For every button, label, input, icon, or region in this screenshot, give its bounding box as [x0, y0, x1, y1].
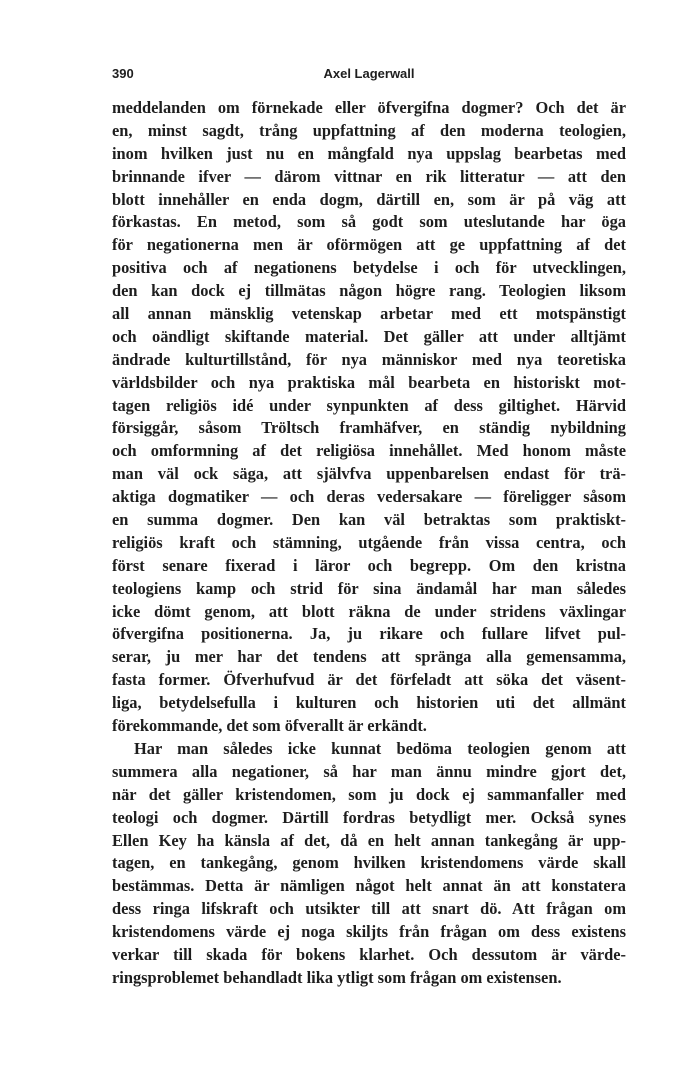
text-line: man väl ock säga, att självfva uppenbarelsen endast för trä- [112, 464, 626, 484]
text-line: när det gäller kristendomen, som ju dock ej sammanfaller med [112, 784, 626, 804]
text-line: serar, ju mer har det tendens att spränga alla gemensamma, [112, 647, 626, 667]
text-line: förekommande, det som öfverallt är erkändt. [112, 716, 427, 736]
text-line: tagen religiös idé under synpunkten af dess giltighet. Härvid [112, 395, 626, 415]
text-line: verkar till skada för bokens klarhet. Och dessutom är värde- [112, 944, 626, 964]
text-line: för negationerna men är oförmögen att ge uppfattning af det [112, 235, 626, 255]
text-line: tagen, en tankegång, genom hvilken kristendomens värde skall [112, 853, 626, 873]
running-head [112, 66, 626, 88]
text-line: aktiga dogmatiker — och deras vedersakare — föreligger såsom [112, 487, 626, 507]
text-line: ändrade kulturtillstånd, för nya människor med nya teoretiska [112, 349, 626, 369]
book-page [112, 66, 626, 990]
text-line: religiös kraft och stämning, utgående från vissa centra, och [112, 532, 626, 552]
text-line: teologi och dogmer. Därtill fordras betydligt mer. Också synes [112, 807, 626, 827]
text-line: ringsproblemet behandladt lika ytligt som frågan om existensen. [112, 967, 562, 987]
text-line: först senare fixerad i läror och begrepp. Om den kristna [112, 555, 626, 575]
text-line: all annan mänsklig vetenskap arbetar med ett motspänstigt [112, 304, 626, 324]
text-line: blott innehåller en enda dogm, därtill en, som är på väg att [112, 189, 626, 209]
text-line: teologiens kamp och strid för sina ändamål har man således [112, 578, 626, 598]
paragraph [112, 97, 626, 738]
text-line: världsbilder och nya praktiska mål bearbeta en historiskt mot- [112, 372, 626, 392]
text-line: liga, betydelsefulla i kulturen och historien uti det allmänt [112, 693, 626, 713]
text-line: meddelanden om förnekade eller öfvergifna dogmer? Och det är [112, 98, 626, 117]
text-line: en, minst sagdt, trång uppfattning af den moderna teologien, [112, 120, 626, 140]
text-line: Ellen Key ha känsla af det, då en helt annan tankegång är upp- [112, 830, 626, 850]
text-line: kristendomens värde ej noga skiljts från frågan om dess existens [112, 922, 626, 942]
text-line: öfvergifna positionerna. Ja, ju rikare och fullare lifvet pul- [112, 624, 626, 644]
text-line: positiva och af negationens betydelse i och för utvecklingen, [112, 258, 626, 278]
text-line: förkastas. En metod, som så godt som uteslutande har öga [112, 212, 626, 232]
text-line: bestämmas. Detta är nämligen något helt annat än att konstatera [112, 876, 626, 896]
text-line: Har man således icke kunnat bedöma teologien genom att [134, 738, 626, 758]
text-line: inom hvilken just nu en mångfald nya uppslag bearbetas med [112, 143, 626, 163]
text-line: fasta former. Öfverhufvud är det förfeladt att söka det väsent- [112, 670, 626, 690]
page-number: 390 [112, 66, 134, 81]
text-line: summera alla negationer, så har man ännu mindre gjort det, [112, 761, 626, 781]
text-line: och oändligt skiftande material. Det gäller att under alltjämt [112, 326, 626, 346]
text-line: brinnande ifver — därom vittnar en rik litteratur — att den [112, 166, 626, 186]
text-line: den kan dock ej tillmätas någon högre rang. Teologien liksom [112, 281, 626, 301]
text-line: en summa dogmer. Den kan väl betraktas som praktiskt- [112, 510, 626, 530]
text-line: icke dömt genom, att blott räkna de under stridens växlingar [112, 601, 626, 621]
text-line: och omformning af det religiösa innehållet. Med honom måste [112, 441, 626, 461]
paragraph [112, 738, 626, 990]
text-line: försiggår, såsom Tröltsch framhäfver, en ständig nybildning [112, 418, 626, 438]
running-title: Axel Lagerwall [323, 66, 415, 81]
body-text [112, 97, 626, 990]
text-line: dess ringa lifskraft och utsikter till att snart dö. Att frågan om [112, 899, 626, 919]
